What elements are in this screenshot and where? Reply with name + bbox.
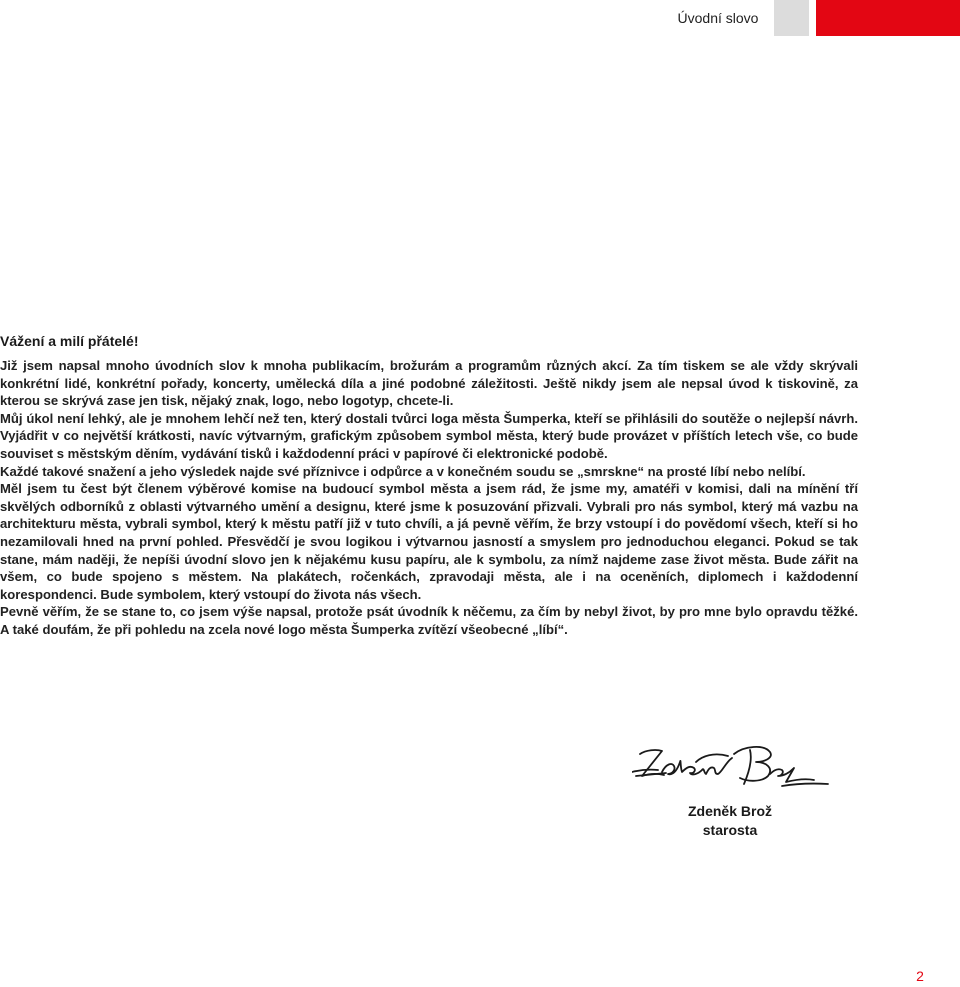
page-number: 2 xyxy=(916,968,924,984)
header-gray-block xyxy=(774,0,809,36)
header-red-block xyxy=(816,0,960,36)
letter-body xyxy=(0,357,858,639)
letter-paragraph: Pevně věřím, že se stane to, co jsem výše napsal, protože psát úvodník k něčemu, za čím by nebyl život, by pro mne bylo opravdu těžké. A také doufám, že při pohledu na zcela nové logo města Šumperka zvítězí všeobecné „líbí“. xyxy=(0,604,858,637)
signer-role: starosta xyxy=(702,822,758,838)
letter-paragraph: Můj úkol není lehký, ale je mnohem lehčí než ten, který dostali tvůrci loga města Šumperka, kteří se přihlásili do soutěže o nejlepší návrh. Vyjádřit v co největší krátkosti, navíc výtvarným, grafickým způsobem symbol města, který bude provázet v příštích letech vše, co bude souviset s městským děním, vydávání tisků i každodenní práci v papírové či elektronické podobě. xyxy=(0,410,858,461)
section-title: Úvodní slovo xyxy=(677,10,759,26)
letter-paragraph: Měl jsem tu čest být členem výběrové komise na budoucí symbol města a jsem rád, že jsme my, amatéři v komisi, dali na mínění tří skvělých odborníků z oblasti výtvarného umění a designu, které jsme k posuzování přizvali. Vybrali pro nás symbol, který má vazbu na architekturu města, vybrali symbol, který k městu patří již v tuto chvíli, a já pevně věřím, že brzy vstoupí i do povědomí všech, kteří si ho nezamilovali hned na první pohled. Přesvědčí je svou logikou i výtvarnou jasností a smyslem pro jednoduchou eleganci. Pokud se tak stane, mám naději, že nepíši úvodní slovo jen k nějakému kusu papíru, ale k symbolu, za nímž najdeme zase život města. Bude zářit na všem, co bude spojeno s městem. Na plakátech, ročenkách, zpravodaji města, ale i na oceněních, diplomech i každodenní korespondenci. Bude symbolem, který vstoupí do života nás všech. xyxy=(0,481,858,602)
signer-name: Zdeněk Brož xyxy=(687,803,772,819)
letter-greeting: Vážení a milí přátelé! xyxy=(0,333,139,349)
letter-paragraph: Již jsem napsal mnoho úvodních slov k mnoha publikacím, brožurám a programům různých akcí. Za tím tiskem se ale vždy skrývali konkrétní lidé, konkrétní pořady, koncerty, umělecká díla a jiné podobné záležitosti. Ještě nikdy jsem ale nepsal úvod k tiskovině, za kterou se skrývá zase jen tisk, nějaký znak, logo, nebo logotyp, chcete-li. xyxy=(0,358,858,409)
handwritten-signature xyxy=(632,732,832,796)
letter-paragraph: Každé takové snažení a jeho výsledek najde své příznivce i odpůrce a v konečném soudu se „smrskne“ na prosté líbí nebo nelíbí. xyxy=(0,463,806,479)
